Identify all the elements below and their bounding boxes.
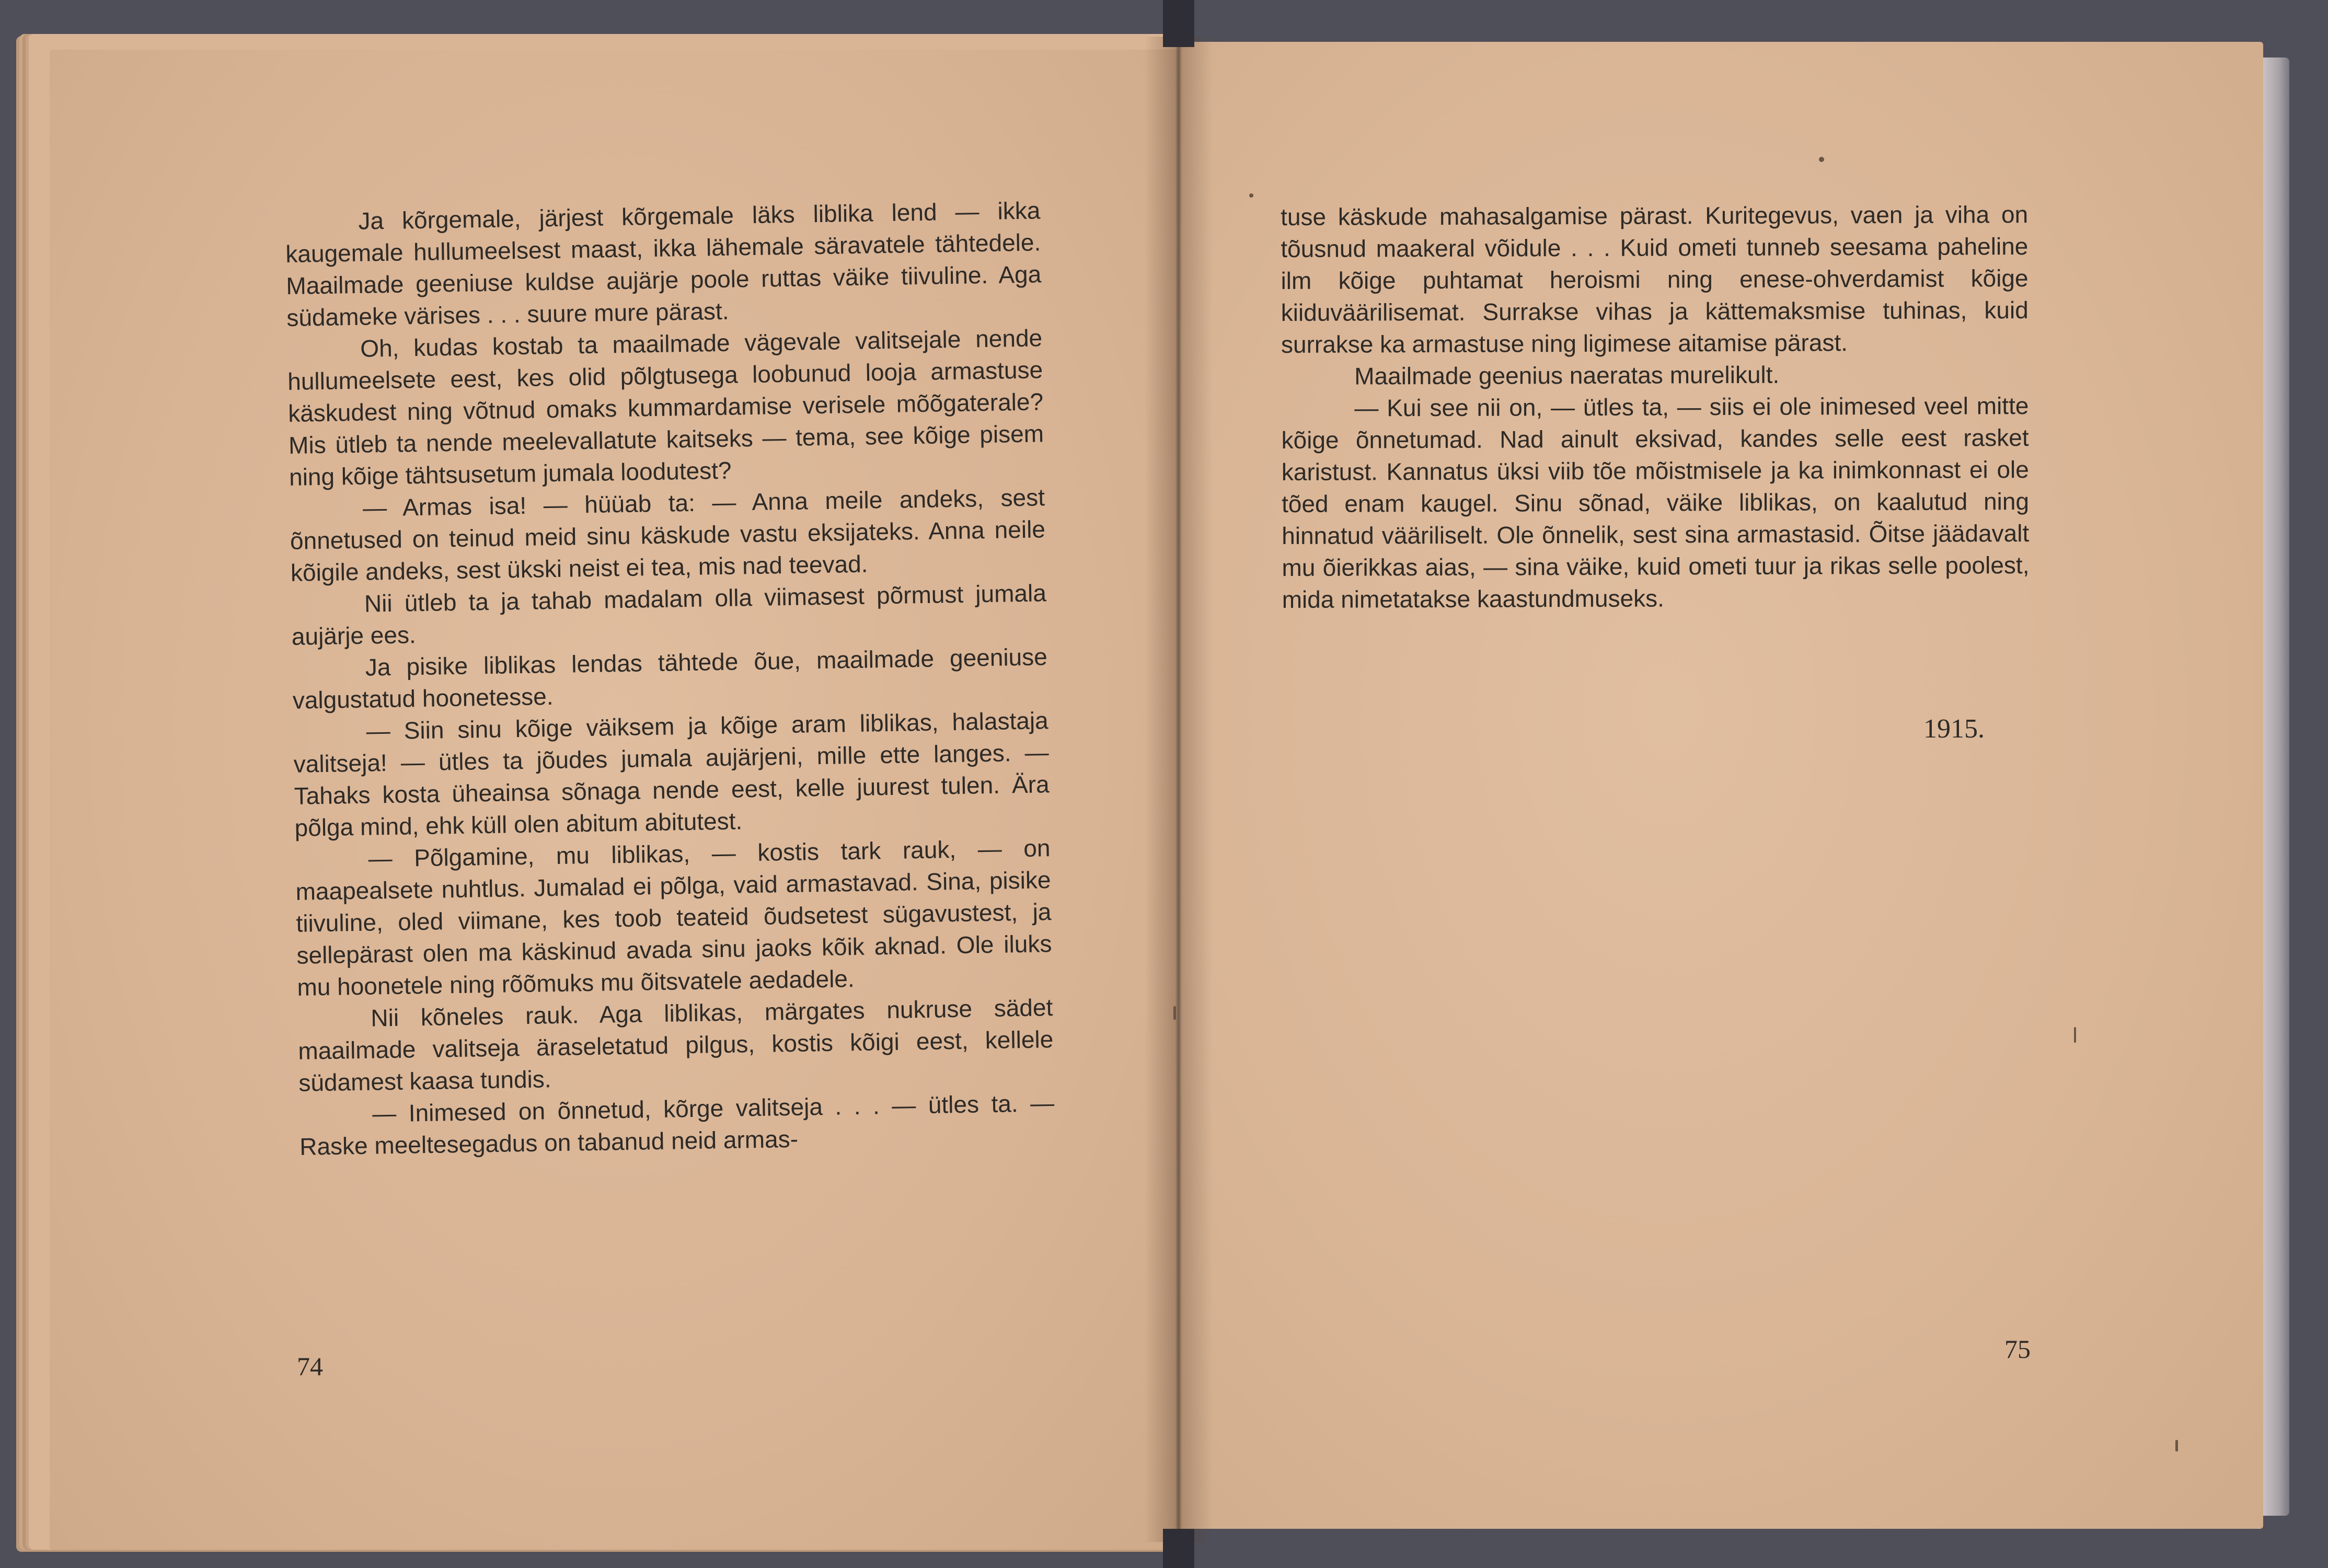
binding-bottom <box>1163 1529 1194 1568</box>
binding-top <box>1163 0 1194 47</box>
paragraph: — Kui see nii on, — ütles ta, — siis ei ole inimesed veel mitte kõige õnnetumad. Nad ainult eksivad, kandes selle eest rasket karistust. Kannatus üksi viib tõe mõistmisele ja ka inimkonnast ei ole tõed enam kaugel. Sinu sõnad, väike liblikas, on kaalutud ning hinnatud vääriliselt. Ole õnnelik, sest sina armastasid. Õitse jäädavalt mu õierikkas aias, — sina väike, kuid ometi tuur ja rikas selle poolest, mida nimetatakse kaastundmuseks. <box>1281 392 2030 613</box>
paper-mark <box>2175 1440 2178 1451</box>
paragraph: — Siin sinu kõige väiksem ja kõige aram liblikas, halastaja valitseja! — ütles ta jõudes jumala aujärjeni, mille ette langes. — Tahaks kosta üheainsa sõnaga nende eest, kelle juurest tulen. Ära põlga mind, ehk küll olen abitum abitutest. <box>293 707 1050 841</box>
page-number-left: 74 <box>297 1352 323 1381</box>
paragraph: — Inimesed on õnnetud, kõrge valitseja . . . — ütles ta. — Raske meeltesegadus on tabanud neid armas- <box>299 1089 1055 1160</box>
paragraph: Maailmade geenius naeratas murelikult. <box>1354 361 1780 390</box>
left-page-text <box>285 194 1055 1162</box>
right-page-edges <box>2263 57 2289 1516</box>
paragraph: Nii ütleb ta ja tahab madalam olla viimasest põrmust jumala aujärje ees. <box>291 579 1047 650</box>
paragraph: Oh, kudas kostab ta maailmade vägevale valitsejale nende hullumeelsete eest, kes olid põlgtusega loobunud looja armastuse käskudest ning võtnud omaks kummardamise verisele mõõgaterale? Mis ütleb ta nende meelevallatute kaitseks — tema, see kõige pisem ning kõige tähtsusetum jumala loodutest? <box>287 324 1044 491</box>
paragraph: Ja kõrgemale, järjest kõrgemale läks liblika lend — ikka kaugemale hullumeelsest maast, ikka lähemale säravatele tähtedele. Maailmade geeniuse kuldse aujärje poole ruttas väike tiivuline. Aga südameke värises . . . suure mure pärast. <box>285 197 1042 331</box>
paragraph: Nii kõneles rauk. Aga liblikas, märgates nukruse sädet maailmade valitseja äraseletatud pilgus, kostis kõigi eest, kellele südamest kaasa tundis. <box>297 994 1054 1097</box>
paragraph: Ja pisike liblikas lendas tähtede õue, maailmade geeniuse valgustatud hoonetesse. <box>292 643 1048 714</box>
paragraph: tuse käskude mahasalgamise pärast. Kuritegevus, vaen ja viha on tõusnud maakeral võidule . . . Kuid ometi tunneb seesama paheline ilm kõige puhtamat heroismi ning enese-ohverdamist kõige kiiduväärilisemat. Surrakse vihas ja kättemaksmise tuhinas, kuid surrakse ka armastuse ning ligimese aitamise pärast. <box>1281 201 2029 358</box>
paper-speck <box>1819 157 1824 162</box>
paragraph: — Armas isa! — hüüab ta: — Anna meile andeks, sest õnnetused on teinud meid sinu käskude vastu eksijateks. Anna neile kõigile andeks, sest ükski neist ei tea, mis nad teevad. <box>290 483 1046 586</box>
paper-mark <box>1173 1006 1176 1020</box>
year-date: 1915. <box>1923 714 1985 744</box>
page-number-right: 75 <box>2004 1334 2031 1364</box>
right-page-text <box>1281 199 2030 616</box>
paper-mark <box>2074 1027 2076 1043</box>
paragraph: — Põlgamine, mu liblikas, — kostis tark rauk, — on maapealsete nuhtlus. Jumalad ei põlga, vaid armastavad. Sina, pisike tiivuline, oled viimane, kes toob teateid õudsetest sügavustest, ja sellepärast olen ma käskinud avada sinu jaoks kõik aknad. Ole iluks mu hoonetele ning rõõmuks mu õitsvatele aedadele. <box>295 834 1052 1001</box>
paper-speck <box>1249 193 1253 198</box>
book-gutter <box>1145 37 1213 1542</box>
